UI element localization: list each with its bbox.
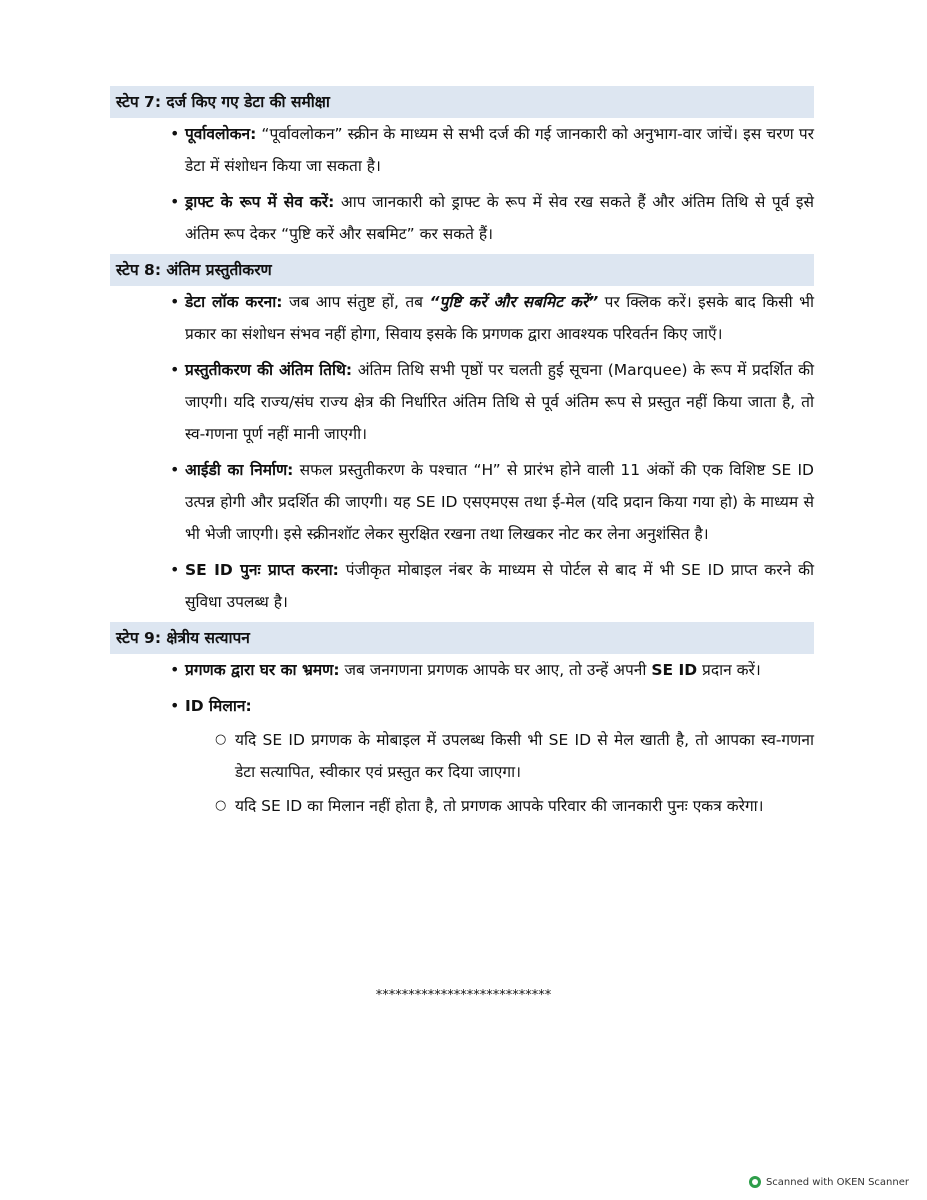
list-item [170,554,814,618]
sub-list-item [215,790,814,822]
item-lead: आईडी का निर्माण: [185,461,294,479]
bullet-icon: • [170,460,180,479]
watermark-text: Scanned with OKEN Scanner [765,1176,909,1188]
item-text: सफल प्रस्तुतीकरण के पश्चात “H” से प्रारंभ होने वाली 11 अंकों की एक विशिष्ट SE ID उत्पन्न होगी और प्रदर्शित की जाएगी। यह SE ID एसएमएस तथा ई-मेल (यदि प्रदान किया गया हो) के माध्यम से भी भेजी जाएगी। इसे स्क्रीनशॉट लेकर सुरक्षित रखना तथा लिखकर नोट कर लेना अनुशंसित है। [185,461,814,543]
step-7-list [110,118,814,250]
list-item [170,186,814,250]
step-9-header: स्टेप 9: क्षेत्रीय सत्यापन [110,622,814,654]
item-text: आप जानकारी को ड्राफ्ट के रूप में सेव रख सकते हैं और अंतिम तिथि से पूर्व इसे अंतिम रूप देकर “पुष्टि करें और सबमिट” कर सकते हैं। [185,193,814,243]
circle-bullet-icon: ○ [215,798,227,813]
item-text: प्रदान करें। [697,661,761,679]
list-item [170,286,814,350]
item-lead: ड्राफ्ट के रूप में सेव करें: [185,193,335,211]
bullet-icon: • [170,292,180,311]
list-item [170,654,814,686]
list-item [170,454,814,550]
bullet-icon: • [170,192,180,211]
bullet-icon: • [170,360,180,379]
step-7-section [110,86,814,250]
footer-stars: *************************** [375,988,552,1003]
item-text: जब जनगणना प्रगणक आपके घर आए, तो उन्हें अपनी [339,661,652,679]
scanner-watermark [749,1176,909,1188]
item-lead: ID मिलान: [185,697,252,715]
step-9-list [110,654,814,822]
bullet-icon: • [170,660,180,679]
step-8-list [110,286,814,618]
bullet-icon: • [170,560,180,579]
circle-bullet-icon: ○ [215,732,227,747]
bullet-icon: • [170,124,180,143]
step-9-section [110,622,814,822]
id-match-sublist [185,724,814,822]
item-text: पर क्लिक करें। इसके बाद किसी भी प्रकार का संशोधन संभव नहीं होगा, सिवाय इसके कि प्रगणक द्वारा आवश्यक परिवर्तन किए जाएँ। [185,293,814,343]
item-lead: प्रगणक द्वारा घर का भ्रमण: [185,661,340,679]
item-text: “पूर्वावलोकन” स्क्रीन के माध्यम से सभी दर्ज की गई जानकारी को अनुभाग-वार जांचें। इस चरण पर डेटा में संशोधन किया जा सकता है। [185,125,814,175]
step-8-header: स्टेप 8: अंतिम प्रस्तुतीकरण [110,254,814,286]
item-text: जब आप संतुष्ट हों, तब [282,293,430,311]
list-item [170,118,814,182]
document-page [110,86,814,826]
item-lead: प्रस्तुतीकरण की अंतिम तिथि: [185,361,353,379]
step-7-header: स्टेप 7: दर्ज किए गए डेटा की समीक्षा [110,86,814,118]
item-lead: पूर्वावलोकन: [185,125,257,143]
bullet-icon: • [170,696,180,715]
item-text: पंजीकृत मोबाइल नंबर के माध्यम से पोर्टल से बाद में भी SE ID प्राप्त करने की सुविधा उपलब्ध है। [185,561,814,611]
sub-item-text: यदि SE ID प्रगणक के मोबाइल में उपलब्ध किसी भी SE ID से मेल खाती है, तो आपका स्व-गणना डेटा सत्यापित, स्वीकार एवं प्रस्तुत कर दिया जाएगा। [235,731,814,781]
item-lead: SE ID पुनः प्राप्त करना: [185,561,339,579]
item-text: अंतिम तिथि सभी पृष्ठों पर चलती हुई सूचना (Marquee) के रूप में प्रदर्शित की जाएगी। यदि राज्य/संघ राज्य क्षेत्र की निर्धारित अंतिम तिथि से पूर्व अंतिम रूप से प्रस्तुत नहीं किया जाता है, तो स्व-गणना पूर्ण नहीं मानी जाएगी। [185,361,814,443]
item-lead: डेटा लॉक करना: [185,293,283,311]
sub-item-text: यदि SE ID का मिलान नहीं होता है, तो प्रगणक आपके परिवार की जानकारी पुनः एकत्र करेगा। [235,797,764,815]
item-strong: SE ID [651,661,698,679]
item-emphasis: “पुष्टि करें और सबमिट करें” [429,293,599,311]
list-item [170,354,814,450]
oken-logo-icon [749,1176,761,1188]
step-8-section [110,254,814,618]
sub-list-item [215,724,814,788]
list-item [170,690,814,822]
